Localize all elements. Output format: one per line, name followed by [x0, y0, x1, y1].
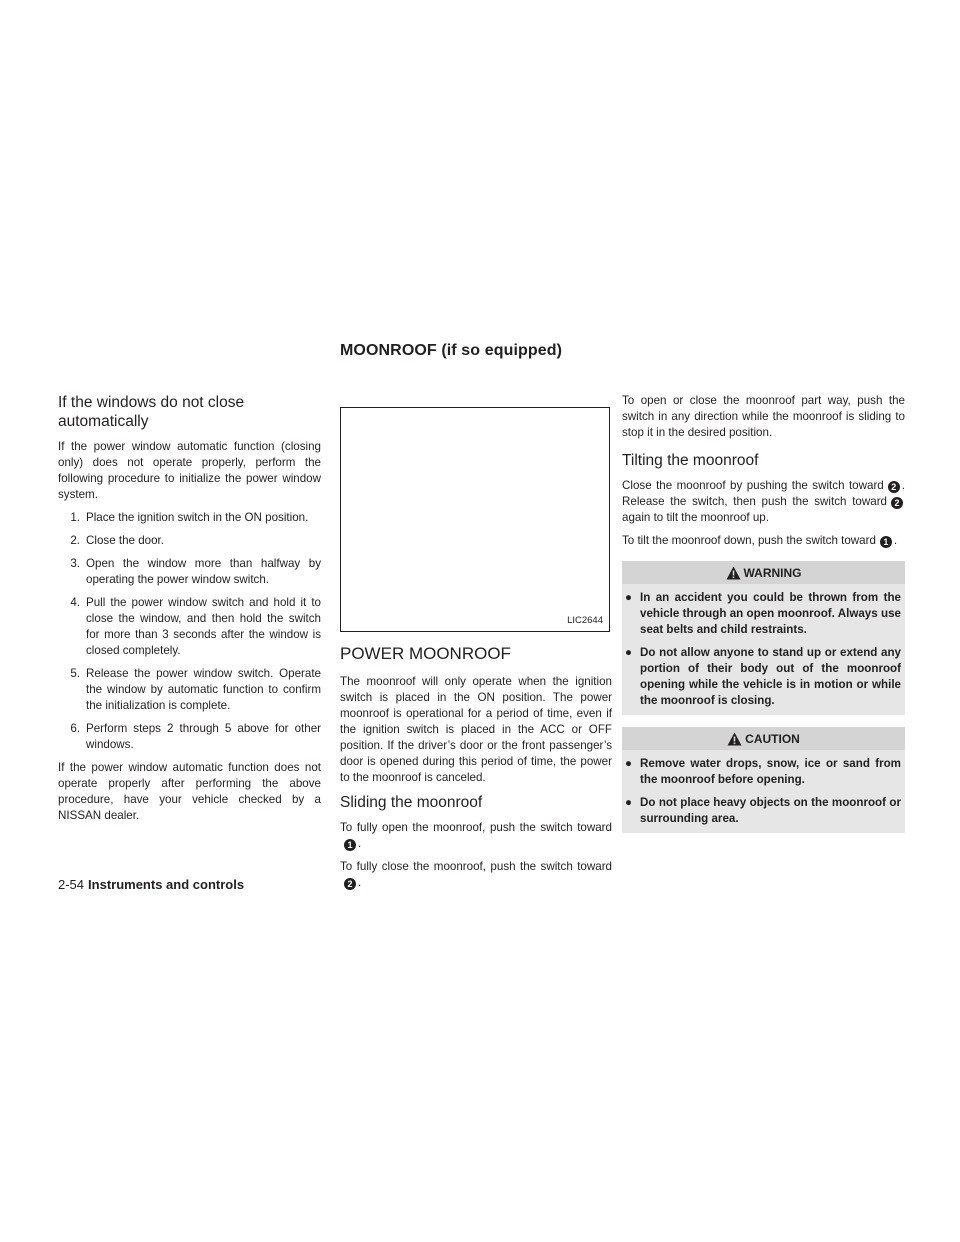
close-paragraph: To fully close the moonroof, push the switch toward2 .	[340, 860, 612, 889]
column-1	[58, 393, 321, 831]
step-item: 2. Close the door.	[70, 534, 164, 547]
power-moonroof-paragraph: The moonroof will only operate when the ignition switch is placed in the ON position. The power moonroof is operational for a period of time, even if the ignition switch is placed in the ACC or OFF position. If the driver’s door or the front passenger’s door is opened during this period of time, the power to the moonroof is canceled.	[340, 675, 612, 784]
tilt-down-paragraph: To tilt the moonroof down, push the switch toward 1 .	[622, 534, 898, 547]
step-item: 6. Perform steps 2 through 5 above for other windows.	[70, 722, 321, 751]
step-item: 3. Open the window more than halfway by operating the power window switch.	[70, 557, 321, 586]
page-number: 2-54	[58, 877, 85, 892]
ref-1-icon: 1	[344, 839, 356, 851]
column-2	[340, 393, 612, 898]
ref-2-icon: 2	[344, 878, 356, 890]
caution-item: ● Do not place heavy objects on the moonroof or surrounding area.	[625, 796, 901, 825]
steps-list	[58, 510, 321, 753]
caution-box	[622, 727, 905, 833]
page-footer	[58, 877, 244, 892]
ref-1-icon: 1	[880, 536, 892, 548]
step-item: 4. Pull the power window switch and hold it to close the window, and then hold the switch for more than 3 seconds after the window is closed completely.	[70, 596, 321, 657]
tilt-up-paragraph: Close the moonroof by pushing the switch toward 2 . Release the switch, then push the switch toward 2again to tilt the moonroof up.	[622, 479, 905, 524]
ref-2-icon: 2	[888, 481, 900, 493]
heading-sliding: Sliding the moonroof	[340, 794, 483, 811]
open-paragraph: To fully open the moonroof, push the switch toward1 .	[340, 821, 612, 850]
column-3	[622, 393, 905, 843]
ref-2-icon: 2	[891, 497, 903, 509]
figure-code: LIC2644	[567, 615, 603, 626]
heading-power-moonroof: POWER MOONROOF	[340, 644, 511, 663]
caution-item: ● Remove water drops, snow, ice or sand from the moonroof before opening.	[625, 757, 901, 786]
step-item: 1. Place the ignition switch in the ON position.	[70, 511, 309, 524]
heading-windows-not-close: If the windows do not close automatically	[58, 394, 245, 430]
outro-paragraph: If the power window automatic function does not operate properly after performing the above procedure, have your vehicle checked by a NISSAN dealer.	[58, 761, 321, 822]
section-heading: MOONROOF (if so equipped)	[340, 342, 563, 359]
step-item: 5. Release the power window switch. Operate the window by automatic function to confirm the initialization is complete.	[70, 667, 321, 712]
caution-icon	[727, 732, 742, 746]
intro-paragraph: If the power window automatic function (closing only) does not operate properly, perform the following procedure to initialize the power window system.	[58, 440, 321, 501]
warning-item: ● In an accident you could be thrown from the vehicle through an open moonroof. Always use seat belts and child restraints.	[625, 591, 901, 636]
warning-title: WARNING	[622, 561, 905, 584]
warning-box	[622, 561, 905, 715]
warning-icon	[726, 566, 741, 580]
heading-tilting: Tilting the moonroof	[622, 452, 759, 469]
footer-section: Instruments and controls	[88, 877, 245, 892]
caution-title: CAUTION	[622, 727, 905, 750]
partway-paragraph: To open or close the moonroof part way, push the switch in any direction while the moonroof is sliding to stop it in the desired position.	[622, 394, 905, 439]
moonroof-figure	[340, 407, 610, 632]
warning-item: ● Do not allow anyone to stand up or extend any portion of their body out of the moonroof opening while the vehicle is in motion or while the moonroof is closing.	[625, 646, 901, 707]
